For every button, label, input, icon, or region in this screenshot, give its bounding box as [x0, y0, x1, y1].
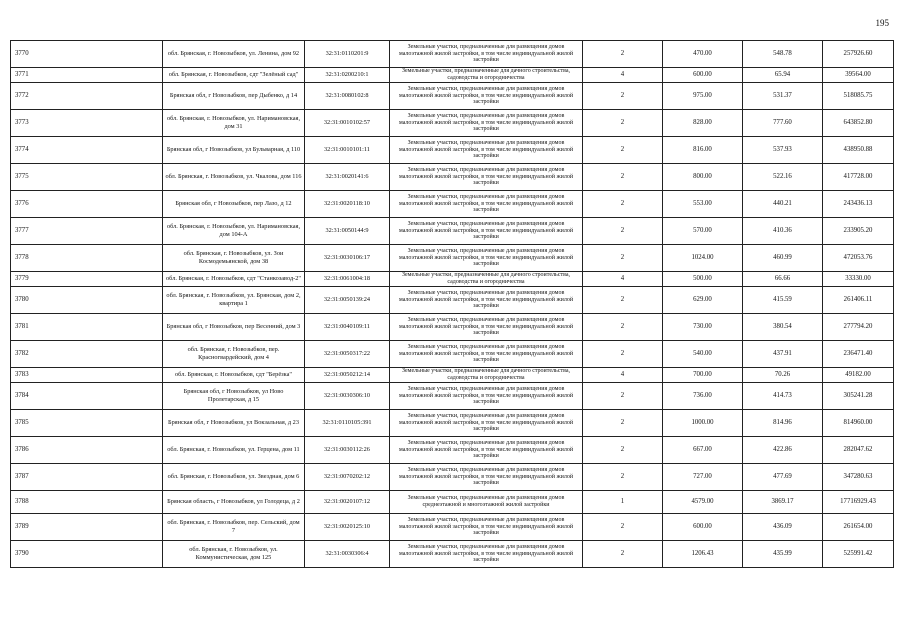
row-number: 3779 [11, 272, 163, 287]
table-row [11, 68, 894, 83]
specific-value-cell: 415.59 [743, 287, 823, 314]
cadastral-number-cell: 32:31:0080102:8 [305, 83, 390, 110]
area-cell: 816.00 [663, 137, 743, 164]
cadastral-number-cell: 32:31:0200210:1 [305, 68, 390, 83]
specific-value-cell: 531.37 [743, 83, 823, 110]
address-cell: обл. Брянская, г. Новозыбков, сдт "Зелёный сад" [163, 68, 305, 83]
address-cell: Брянская обл, г Новозыбков, ул Ново Пролетарская, д 15 [163, 383, 305, 410]
area-cell: 1024.00 [663, 245, 743, 272]
address-cell: обл. Брянская, г. Новозыбков, ул. Герцена, дом 11 [163, 437, 305, 464]
row-number: 3782 [11, 341, 163, 368]
cadastral-value-cell: 17716929.43 [823, 491, 894, 514]
address-cell: обл. Брянская, г. Новозыбков, сдт "Станкозавод-2" [163, 272, 305, 287]
specific-value-cell: 440.21 [743, 191, 823, 218]
cadastral-value-cell: 261654.00 [823, 514, 894, 541]
cadastral-value-cell: 417728.00 [823, 164, 894, 191]
cadastral-number-cell: 32:31:0061004:18 [305, 272, 390, 287]
address-cell: обл. Брянская, г. Новозыбков, ул. Наримановская, дом 104-А [163, 218, 305, 245]
row-number: 3790 [11, 541, 163, 568]
area-cell: 1000.00 [663, 410, 743, 437]
specific-value-cell: 380.54 [743, 314, 823, 341]
page-number: 195 [875, 18, 889, 28]
cadastral-value-cell: 472053.76 [823, 245, 894, 272]
cadastral-value-cell: 49182.00 [823, 368, 894, 383]
group-number-cell: 2 [583, 191, 663, 218]
table-row [11, 314, 894, 341]
address-cell: обл. Брянская, г. Новозыбков, ул. Наримановская, дом 31 [163, 110, 305, 137]
address-cell: обл. Брянская, г. Новозыбков, ул. Коммунистическая, дом 125 [163, 541, 305, 568]
row-number: 3786 [11, 437, 163, 464]
table-row [11, 137, 894, 164]
cadastral-number-cell: 32:31:0020118:10 [305, 191, 390, 218]
land-use-cell: Земельные участки, предназначенные для размещения домов малоэтажной жилой застройки, в том числе индивидуальной жилой застройки [390, 137, 583, 164]
address-cell: обл. Брянская, г. Новозыбков, ул. Брянская, дом 2, квартира 1 [163, 287, 305, 314]
address-cell: обл. Брянская, г. Новозыбков, сдт "Берёзка" [163, 368, 305, 383]
area-cell: 540.00 [663, 341, 743, 368]
land-use-cell: Земельные участки, предназначенные для размещения домов малоэтажной жилой застройки, в том числе индивидуальной жилой застройки [390, 437, 583, 464]
area-cell: 667.00 [663, 437, 743, 464]
row-number: 3788 [11, 491, 163, 514]
table-row [11, 368, 894, 383]
cadastral-number-cell: 32:31:0010101:11 [305, 137, 390, 164]
specific-value-cell: 65.94 [743, 68, 823, 83]
specific-value-cell: 435.99 [743, 541, 823, 568]
row-number: 3774 [11, 137, 163, 164]
specific-value-cell: 477.69 [743, 464, 823, 491]
row-number: 3775 [11, 164, 163, 191]
cadastral-value-cell: 243436.13 [823, 191, 894, 218]
address-cell: обл. Брянская, г. Новозыбков, ул. Чкалова, дом 116 [163, 164, 305, 191]
land-use-cell: Земельные участки, предназначенные для размещения домов малоэтажной жилой застройки, в том числе индивидуальной жилой застройки [390, 83, 583, 110]
row-number: 3771 [11, 68, 163, 83]
address-cell: обл. Брянская, г. Новозыбков, пер. Красногвардейский, дом 4 [163, 341, 305, 368]
cadastral-value-cell: 347280.63 [823, 464, 894, 491]
group-number-cell: 2 [583, 41, 663, 68]
area-cell: 600.00 [663, 514, 743, 541]
row-number: 3783 [11, 368, 163, 383]
land-use-cell: Земельные участки, предназначенные для размещения домов малоэтажной жилой застройки, в том числе индивидуальной жилой застройки [390, 464, 583, 491]
area-cell: 470.00 [663, 41, 743, 68]
cadastral-number-cell: 32:31:0050212:14 [305, 368, 390, 383]
specific-value-cell: 410.36 [743, 218, 823, 245]
cadastral-value-cell: 305241.28 [823, 383, 894, 410]
group-number-cell: 2 [583, 218, 663, 245]
cadastral-value-cell: 282047.62 [823, 437, 894, 464]
land-use-cell: Земельные участки, предназначенные для размещения домов малоэтажной жилой застройки, в том числе индивидуальной жилой застройки [390, 410, 583, 437]
cadastral-value-cell: 236471.40 [823, 341, 894, 368]
land-use-cell: Земельные участки, предназначенные для размещения домов малоэтажной жилой застройки, в том числе индивидуальной жилой застройки [390, 218, 583, 245]
group-number-cell: 2 [583, 341, 663, 368]
area-cell: 730.00 [663, 314, 743, 341]
address-cell: Брянская обл, г Новозыбков, пер Дыбенко, д 14 [163, 83, 305, 110]
cadastral-number-cell: 32:31:0030306:4 [305, 541, 390, 568]
address-cell: Брянская область, г Новозыбков, ул Голодеца, д 2 [163, 491, 305, 514]
group-number-cell: 2 [583, 83, 663, 110]
group-number-cell: 2 [583, 464, 663, 491]
group-number-cell: 4 [583, 68, 663, 83]
row-number: 3781 [11, 314, 163, 341]
area-cell: 553.00 [663, 191, 743, 218]
table-row [11, 110, 894, 137]
cadastral-value-cell: 814960.00 [823, 410, 894, 437]
specific-value-cell: 422.86 [743, 437, 823, 464]
land-use-cell: Земельные участки, предназначенные для размещения домов среднеэтажной и многоэтажной жилой застройки [390, 491, 583, 514]
table-row [11, 437, 894, 464]
group-number-cell: 2 [583, 437, 663, 464]
row-number: 3784 [11, 383, 163, 410]
cadastral-number-cell: 32:31:0030112:26 [305, 437, 390, 464]
table-row [11, 514, 894, 541]
cadastral-value-cell: 438950.88 [823, 137, 894, 164]
group-number-cell: 2 [583, 383, 663, 410]
address-cell: обл. Брянская, г. Новозыбков, ул. Звездная, дом 6 [163, 464, 305, 491]
land-use-cell: Земельные участки, предназначенные для размещения домов малоэтажной жилой застройки, в том числе индивидуальной жилой застройки [390, 110, 583, 137]
group-number-cell: 4 [583, 368, 663, 383]
group-number-cell: 2 [583, 110, 663, 137]
area-cell: 828.00 [663, 110, 743, 137]
cadastral-number-cell: 32:31:0110105:391 [305, 410, 390, 437]
specific-value-cell: 436.09 [743, 514, 823, 541]
cadastral-value-cell: 261406.11 [823, 287, 894, 314]
group-number-cell: 2 [583, 514, 663, 541]
cadastral-number-cell: 32:31:0050139:24 [305, 287, 390, 314]
cadastral-number-cell: 32:31:0010102:57 [305, 110, 390, 137]
table-row [11, 191, 894, 218]
cadastral-value-table [10, 40, 894, 568]
land-use-cell: Земельные участки, предназначенные для размещения домов малоэтажной жилой застройки, в том числе индивидуальной жилой застройки [390, 287, 583, 314]
cadastral-value-cell: 257926.60 [823, 41, 894, 68]
address-cell: Брянская обл, г Новозыбков, пер Весенний, дом 3 [163, 314, 305, 341]
cadastral-number-cell: 32:31:0050144:9 [305, 218, 390, 245]
cadastral-value-cell: 233905.20 [823, 218, 894, 245]
specific-value-cell: 70.26 [743, 368, 823, 383]
row-number: 3780 [11, 287, 163, 314]
cadastral-number-cell: 32:31:0020141:6 [305, 164, 390, 191]
land-use-cell: Земельные участки, предназначенные для размещения домов малоэтажной жилой застройки, в том числе индивидуальной жилой застройки [390, 383, 583, 410]
cadastral-value-cell: 33330.00 [823, 272, 894, 287]
table-row [11, 83, 894, 110]
specific-value-cell: 537.93 [743, 137, 823, 164]
group-number-cell: 2 [583, 287, 663, 314]
group-number-cell: 2 [583, 245, 663, 272]
table-row [11, 218, 894, 245]
cadastral-number-cell: 32:31:0110201:9 [305, 41, 390, 68]
land-use-cell: Земельные участки, предназначенные для размещения домов малоэтажной жилой застройки, в том числе индивидуальной жилой застройки [390, 191, 583, 218]
row-number: 3778 [11, 245, 163, 272]
specific-value-cell: 460.99 [743, 245, 823, 272]
group-number-cell: 4 [583, 272, 663, 287]
address-cell: обл. Брянская, г. Новозыбков, ул. Зои Космодемьянской, дом 38 [163, 245, 305, 272]
land-use-cell: Земельные участки, предназначенные для дачного строительства, садоводства и огородничества [390, 68, 583, 83]
row-number: 3785 [11, 410, 163, 437]
row-number: 3776 [11, 191, 163, 218]
specific-value-cell: 66.66 [743, 272, 823, 287]
cadastral-number-cell: 32:31:0020107:12 [305, 491, 390, 514]
specific-value-cell: 437.91 [743, 341, 823, 368]
row-number: 3789 [11, 514, 163, 541]
area-cell: 700.00 [663, 368, 743, 383]
address-cell: Брянская обл, г Новозыбков, пер Лазо, д 12 [163, 191, 305, 218]
cadastral-value-cell: 525991.42 [823, 541, 894, 568]
land-use-cell: Земельные участки, предназначенные для размещения домов малоэтажной жилой застройки, в том числе индивидуальной жилой застройки [390, 314, 583, 341]
area-cell: 975.00 [663, 83, 743, 110]
row-number: 3787 [11, 464, 163, 491]
row-number: 3777 [11, 218, 163, 245]
area-cell: 1206.43 [663, 541, 743, 568]
land-use-cell: Земельные участки, предназначенные для размещения домов малоэтажной жилой застройки, в том числе индивидуальной жилой застройки [390, 41, 583, 68]
area-cell: 4579.00 [663, 491, 743, 514]
address-cell: обл. Брянская, г. Новозыбков, ул. Ленина, дом 92 [163, 41, 305, 68]
area-cell: 629.00 [663, 287, 743, 314]
table-row [11, 541, 894, 568]
address-cell: Брянская обл, г Новозыбков, ул Бульварная, д 110 [163, 137, 305, 164]
group-number-cell: 2 [583, 314, 663, 341]
cadastral-number-cell: 32:31:0020125:10 [305, 514, 390, 541]
specific-value-cell: 414.73 [743, 383, 823, 410]
table-row [11, 464, 894, 491]
specific-value-cell: 814.96 [743, 410, 823, 437]
table-row [11, 410, 894, 437]
area-cell: 500.00 [663, 272, 743, 287]
group-number-cell: 2 [583, 541, 663, 568]
row-number: 3773 [11, 110, 163, 137]
specific-value-cell: 522.16 [743, 164, 823, 191]
cadastral-number-cell: 32:31:0030106:17 [305, 245, 390, 272]
land-use-cell: Земельные участки, предназначенные для размещения домов малоэтажной жилой застройки, в том числе индивидуальной жилой застройки [390, 245, 583, 272]
table-row [11, 272, 894, 287]
cadastral-number-cell: 32:31:0040109:11 [305, 314, 390, 341]
cadastral-value-cell: 643852.80 [823, 110, 894, 137]
land-use-cell: Земельные участки, предназначенные для дачного строительства, садоводства и огородничества [390, 272, 583, 287]
row-number: 3772 [11, 83, 163, 110]
table-row [11, 341, 894, 368]
area-cell: 736.00 [663, 383, 743, 410]
cadastral-number-cell: 32:31:0050317:22 [305, 341, 390, 368]
row-number: 3770 [11, 41, 163, 68]
table-row [11, 245, 894, 272]
table-row [11, 41, 894, 68]
cadastral-value-cell: 277794.20 [823, 314, 894, 341]
group-number-cell: 2 [583, 164, 663, 191]
area-cell: 600.00 [663, 68, 743, 83]
area-cell: 570.00 [663, 218, 743, 245]
land-use-cell: Земельные участки, предназначенные для размещения домов малоэтажной жилой застройки, в том числе индивидуальной жилой застройки [390, 514, 583, 541]
specific-value-cell: 3869.17 [743, 491, 823, 514]
group-number-cell: 1 [583, 491, 663, 514]
land-use-cell: Земельные участки, предназначенные для дачного строительства, садоводства и огородничества [390, 368, 583, 383]
table-row [11, 287, 894, 314]
table-row [11, 491, 894, 514]
group-number-cell: 2 [583, 410, 663, 437]
group-number-cell: 2 [583, 137, 663, 164]
specific-value-cell: 777.60 [743, 110, 823, 137]
land-use-cell: Земельные участки, предназначенные для размещения домов малоэтажной жилой застройки, в том числе индивидуальной жилой застройки [390, 164, 583, 191]
land-use-cell: Земельные участки, предназначенные для размещения домов малоэтажной жилой застройки, в том числе индивидуальной жилой застройки [390, 341, 583, 368]
cadastral-number-cell: 32:31:0070202:12 [305, 464, 390, 491]
land-use-cell: Земельные участки, предназначенные для размещения домов малоэтажной жилой застройки, в том числе индивидуальной жилой застройки [390, 541, 583, 568]
address-cell: Брянская обл, г Новозыбков, ул Вокзальная, д 23 [163, 410, 305, 437]
address-cell: обл. Брянская, г. Новозыбков, пер. Сельский, дом 7 [163, 514, 305, 541]
cadastral-value-cell: 39564.00 [823, 68, 894, 83]
table-row [11, 383, 894, 410]
table-body [11, 41, 894, 568]
area-cell: 727.00 [663, 464, 743, 491]
specific-value-cell: 548.78 [743, 41, 823, 68]
cadastral-number-cell: 32:31:0030306:10 [305, 383, 390, 410]
area-cell: 800.00 [663, 164, 743, 191]
cadastral-value-cell: 518085.75 [823, 83, 894, 110]
table-row [11, 164, 894, 191]
